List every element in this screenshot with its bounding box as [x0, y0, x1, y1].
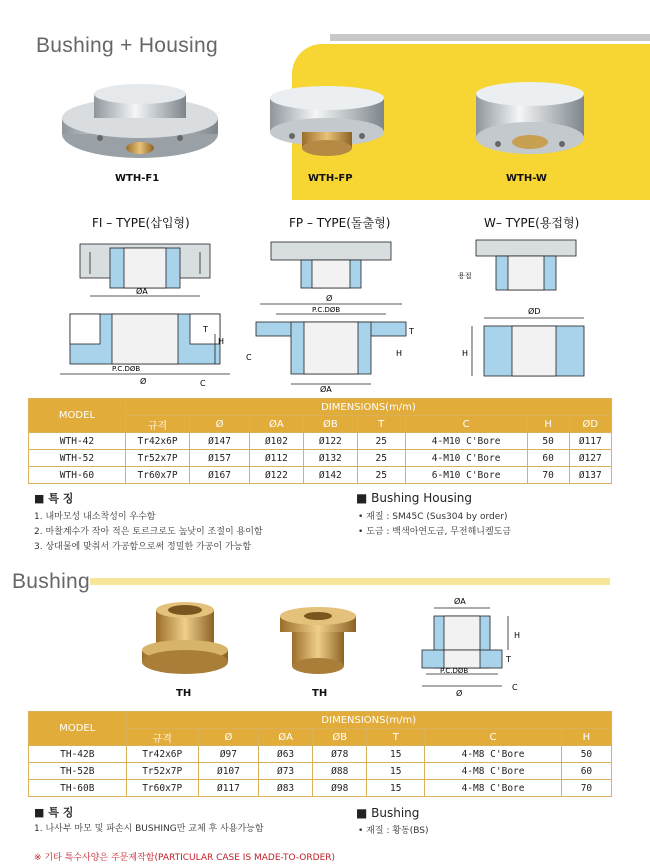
table2-col: T: [367, 729, 425, 746]
fi-label-phiA: ØA: [136, 287, 148, 296]
section-title-bushing-housing: Bushing + Housing: [36, 34, 218, 57]
table1-model-header: MODEL: [29, 399, 126, 433]
fp-label-pcd: P.C.DØB: [312, 306, 341, 314]
bushing-label-T: T: [506, 655, 511, 664]
type-label-fp: FP – TYPE(돌출형): [289, 216, 391, 230]
fp-type-drawing: [246, 234, 416, 394]
type-label-fi: FI – TYPE(삽입형): [92, 216, 190, 230]
spec-table-housing: [28, 398, 612, 484]
table1-col: 규격: [125, 416, 189, 433]
w-label-phiD: ØD: [528, 307, 541, 316]
product-label-wth-f1: WTH-F1: [115, 173, 160, 184]
table2-dim-header: DIMENSIONS(m/m): [126, 712, 611, 729]
bushing-label-C: C: [512, 683, 518, 692]
features-title: ■ 특 징: [34, 492, 74, 505]
bushing-spec-title: ■ Bushing: [356, 806, 420, 820]
product-label-th-2: TH: [312, 688, 328, 699]
table1-col: ØD: [569, 416, 611, 433]
bushing-label-phi: Ø: [456, 689, 463, 698]
table2-col: Ø: [198, 729, 258, 746]
feature-item: 3. 상대물에 맞춰서 가공함으로써 정밀한 가공이 가능함: [34, 542, 252, 552]
type-label-w: W– TYPE(용접형): [484, 216, 580, 230]
table2-col: H: [561, 729, 611, 746]
feature2-item: 1. 나사부 마모 및 파손시 BUSHING만 교체 후 사용가능함: [34, 824, 264, 834]
feature-item: 1. 내마모성 내소착성이 우수함: [34, 512, 156, 522]
bushing-spec-item: • 재질 : 황동(BS): [358, 826, 429, 836]
fi-label-phi: Ø: [140, 377, 147, 386]
table-row: WTH-42 Tr42x6P Ø147 Ø102 Ø122 25 4-M10 C'Bore 50 Ø117: [29, 433, 612, 450]
table-row: WTH-60 Tr60x7P Ø167 Ø122 Ø142 25 6-M10 C'Bore 70 Ø137: [29, 467, 612, 484]
th-flange-image: [140, 600, 230, 680]
table-row: WTH-52 Tr52x7P Ø157 Ø112 Ø132 25 4-M10 C'Bore 60 Ø127: [29, 450, 612, 467]
feature-item: 2. 마찰계수가 작아 적은 토르크로도 높낮이 조절이 용이함: [34, 527, 263, 537]
table-row: TH-60B Tr60x7P Ø117 Ø83 Ø98 15 4-M8 C'Bore 70: [29, 780, 612, 797]
housing-title: ■ Bushing Housing: [356, 491, 473, 505]
fi-label-pcd: P.C.DØB: [112, 365, 141, 373]
housing-spec-item: • 도금 : 백색아연도금, 무전해니켈도금: [358, 527, 512, 537]
fp-label-T: T: [409, 327, 414, 336]
features-list: [34, 510, 263, 555]
table1-col: T: [357, 416, 405, 433]
table2-col: ØB: [313, 729, 367, 746]
table2-col: ØA: [258, 729, 312, 746]
table-row: TH-42B Tr42x6P Ø97 Ø63 Ø78 15 4-M8 C'Bore 50: [29, 746, 612, 763]
product-label-wth-w: WTH-W: [506, 173, 547, 184]
fi-label-H: H: [218, 337, 225, 346]
w-label-weld: 용접: [458, 272, 472, 280]
table-row: TH-52B Tr52x7P Ø107 Ø73 Ø88 15 4-M8 C'Bore 60: [29, 763, 612, 780]
table1-col: C: [405, 416, 527, 433]
bushing-label-phiA: ØA: [454, 597, 466, 606]
table1-col: ØA: [249, 416, 303, 433]
w-label-H: H: [462, 349, 469, 358]
housing-spec-list: [358, 510, 511, 540]
w-type-drawing: [456, 234, 596, 384]
section-title-bushing: Bushing: [12, 570, 90, 593]
table1-col: Ø: [190, 416, 250, 433]
table2-model-header: MODEL: [29, 712, 127, 746]
fp-label-phiA: ØA: [320, 385, 332, 394]
wth-fp-image: [262, 84, 392, 164]
fp-label-H: H: [396, 349, 403, 358]
table1-col: H: [527, 416, 569, 433]
fi-label-C: C: [200, 379, 206, 388]
spec-table-bushing: [28, 711, 612, 797]
bushing-header-bar: [90, 578, 610, 585]
th-round-image: [278, 606, 358, 678]
fp-label-C: C: [246, 353, 252, 362]
product-label-th-1: TH: [176, 688, 192, 699]
fi-label-T: T: [203, 325, 208, 334]
bushing-label-H: H: [514, 631, 521, 640]
table1-dim-header: DIMENSIONS(m/m): [125, 399, 611, 416]
wth-f1-image: [60, 76, 220, 166]
made-to-order-note: ※ 기타 특수사양은 주문제작함(PARTICULAR CASE IS MADE-TO-ORDER): [34, 853, 336, 863]
table2-col: 규격: [126, 729, 198, 746]
fp-label-phi: Ø: [326, 294, 333, 303]
housing-spec-item: • 재질 : SM45C (Sus304 by order): [358, 512, 508, 522]
bushing-drawing: [420, 594, 530, 698]
fi-type-drawing: [60, 234, 230, 394]
table1-col: ØB: [303, 416, 357, 433]
features2-title: ■ 특 징: [34, 806, 74, 819]
table2-col: C: [425, 729, 562, 746]
header-gray-bar: [330, 34, 650, 41]
bushing-label-pcd: P.C.DØB: [440, 667, 469, 675]
product-label-wth-fp: WTH-FP: [308, 173, 353, 184]
wth-w-image: [470, 80, 590, 164]
